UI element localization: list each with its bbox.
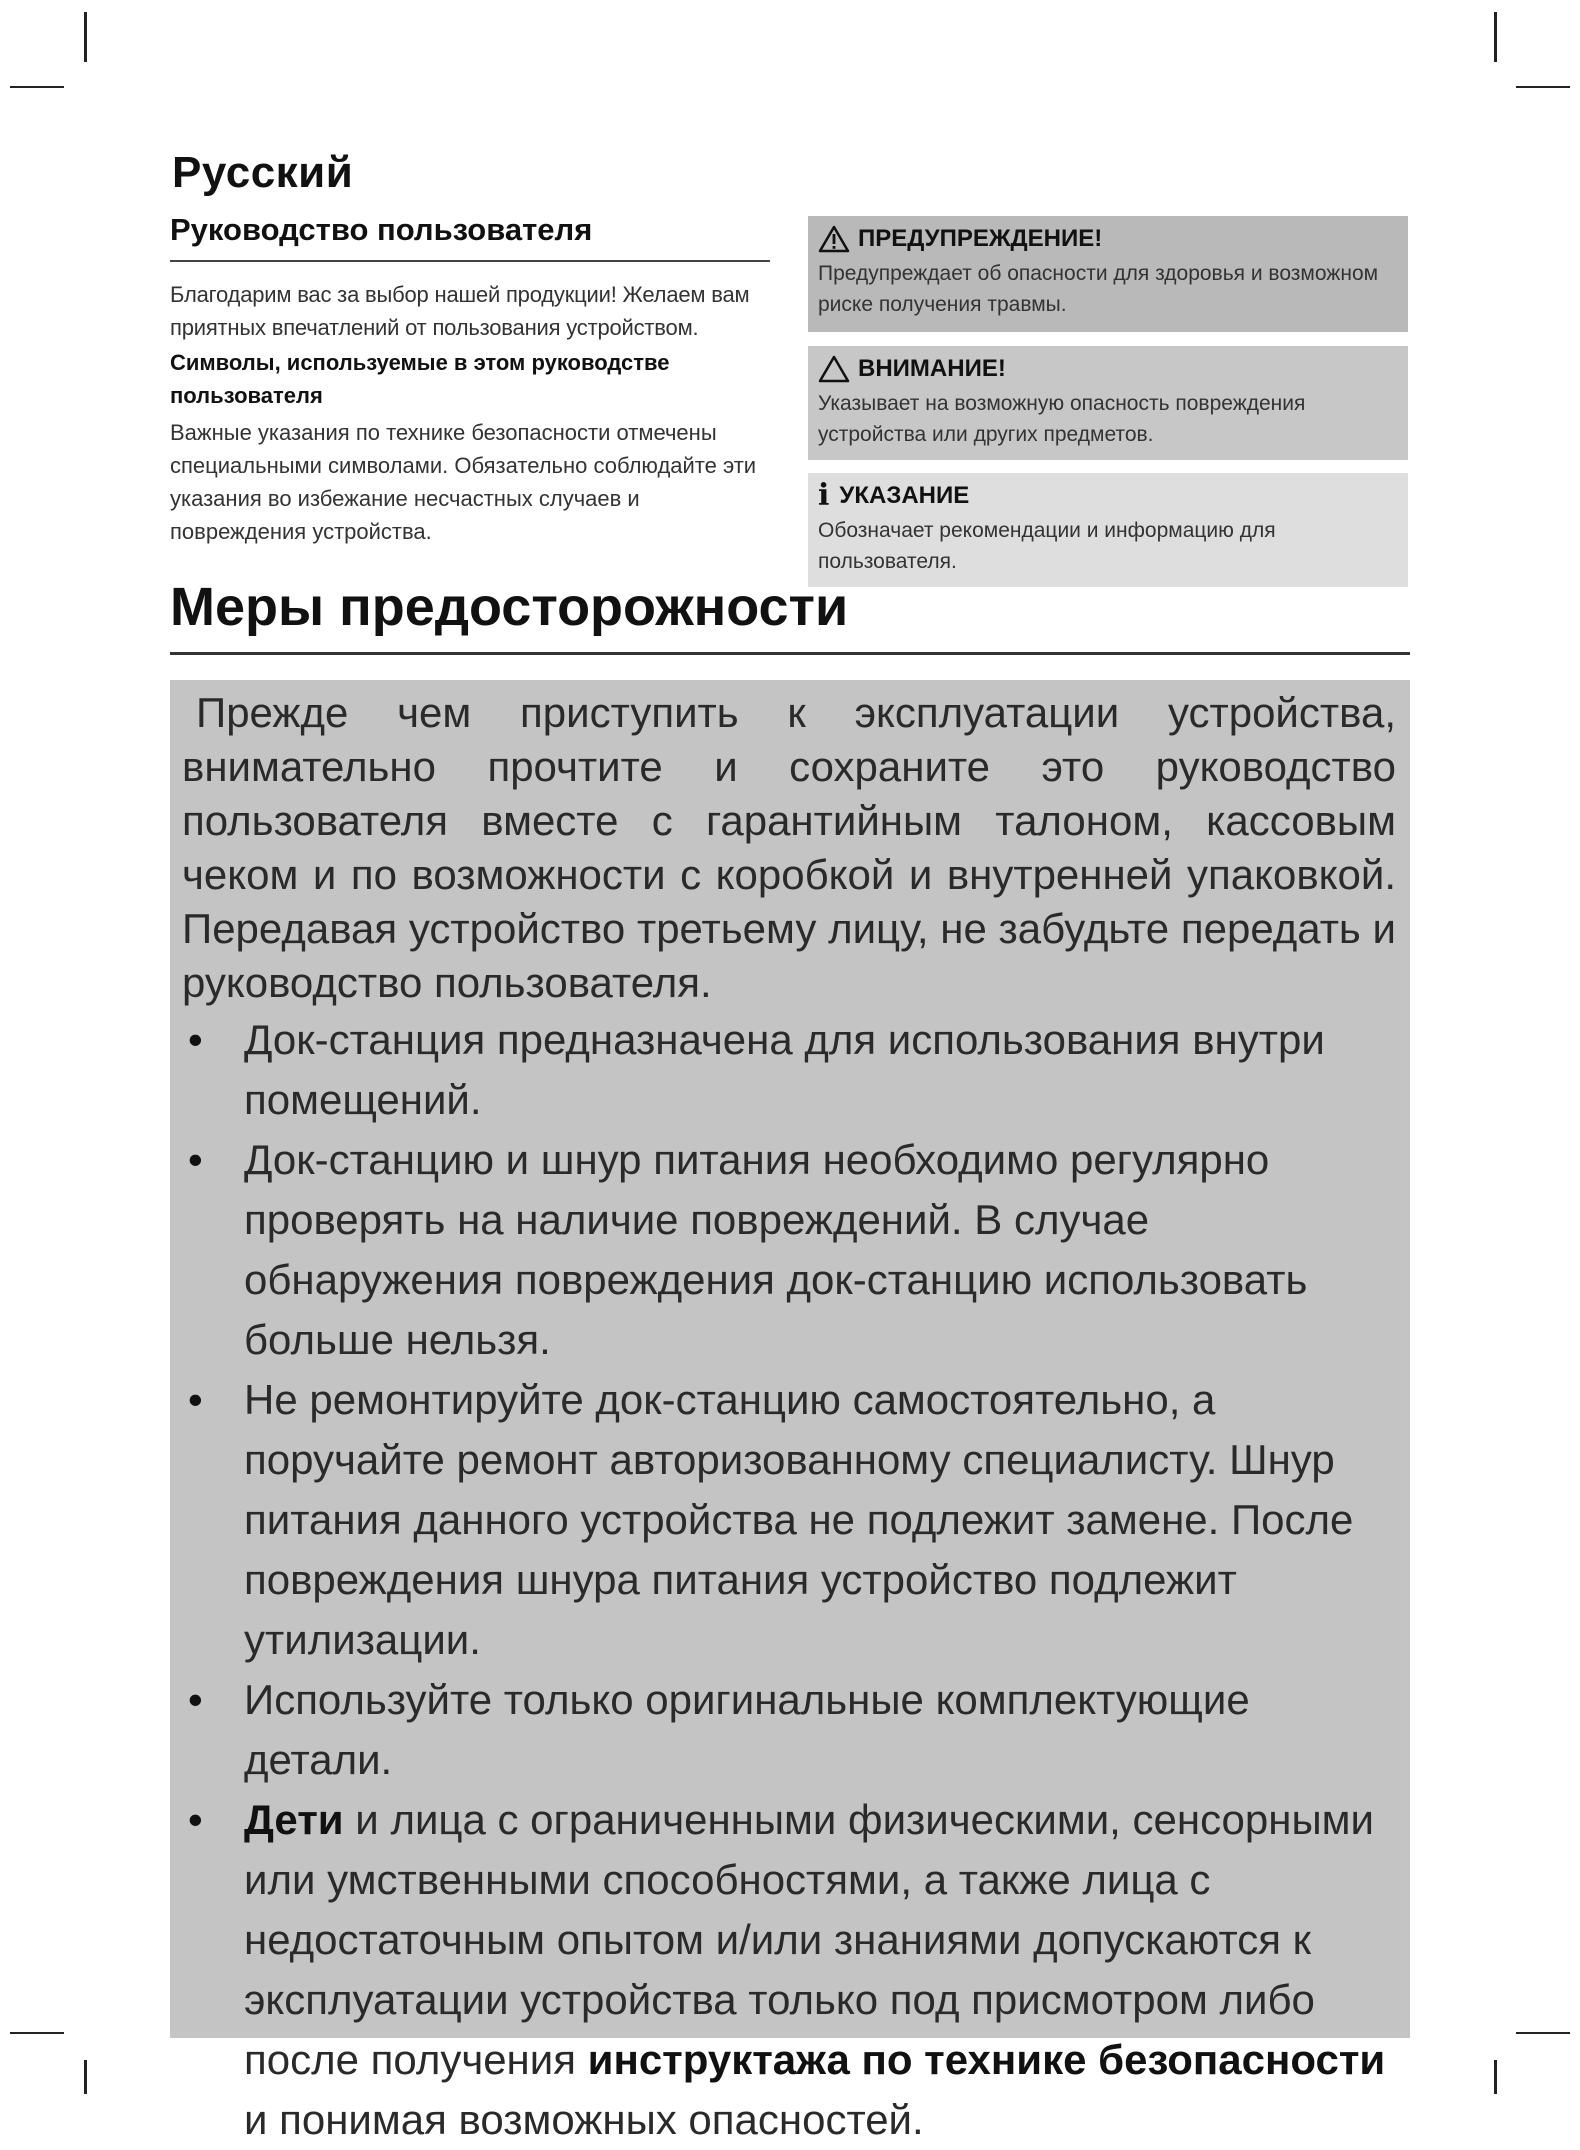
bullet-icon: • — [188, 1136, 203, 1183]
bullet-text-end: и понимая возможных опасностей. — [244, 2096, 924, 2143]
bullet-text: Док-станцию и шнур питания необходимо регулярно проверять на наличие повреждений. В случае обнаружения повреждения док-станцию использовать больше нельзя. — [244, 1136, 1308, 1363]
bullet-text: Док-станция предназначена для использования внутри помещений. — [244, 1016, 1325, 1123]
list-item — [182, 1130, 1396, 1370]
caution-title: ВНИМАНИЕ! — [858, 355, 1006, 382]
manual-intro: Благодарим вас за выбор нашей продукции! Желаем вам приятных впечатлений от пользования устройством. — [170, 282, 750, 340]
manual-section — [170, 212, 770, 548]
manual-heading: Руководство пользователя — [170, 212, 770, 262]
info-title: УКАЗАНИЕ — [839, 482, 970, 509]
bullet-icon: • — [188, 1796, 203, 1843]
language-title: Русский — [172, 148, 354, 197]
warning-notice — [808, 216, 1408, 332]
crop-mark — [1516, 86, 1570, 88]
bullet-text: Используйте только оригинальные комплектующие детали. — [244, 1676, 1250, 1783]
crop-mark — [1494, 12, 1497, 62]
caution-triangle-icon — [818, 355, 850, 383]
symbols-text: Важные указания по технике безопасности отмечены специальными символами. Обязательно соблюдайте эти указания во избежание несчастных случаев и повреждения устройства. — [170, 420, 757, 544]
caution-text: Указывает на возможную опасность повреждения устройства или других предметов. — [818, 392, 1306, 446]
list-item — [182, 1790, 1396, 2150]
list-item — [182, 1370, 1396, 1670]
bullet-bold-middle: инструктажа по технике безопасности — [587, 2036, 1386, 2083]
crop-mark — [84, 12, 87, 62]
safety-bullets — [182, 1010, 1396, 2150]
warning-title: ПРЕДУПРЕЖДЕНИЕ! — [858, 225, 1103, 252]
list-item — [182, 1010, 1396, 1130]
warning-triangle-icon — [818, 225, 850, 253]
info-icon: i — [818, 478, 830, 513]
safety-intro: Прежде чем приступить к эксплуатации устройства, внимательно прочтите и сохраните это руководство пользователя вместе с гарантийным талоном, кассовым чеком и по возможности с коробкой и внутренней упаковкой. Передавая устройство третьему лицу, не забудьте передать и руководство пользователя. — [182, 689, 1396, 1006]
bullet-icon: • — [188, 1376, 203, 1423]
crop-mark — [10, 86, 64, 88]
crop-mark — [10, 2032, 64, 2034]
warning-text: Предупреждает об опасности для здоровья и возможном риске получения травмы. — [818, 262, 1379, 316]
safety-heading: Меры предосторожности — [170, 576, 1410, 655]
safety-box — [170, 680, 1410, 2143]
bullet-text: и лица с ограниченными физическими, сенсорными или умственными способностями, а также лица с недостаточным опытом и/или знаниями допускаются к эксплуатации устройства только под присмотром либо после получения — [244, 1796, 1374, 2083]
bullet-icon: • — [188, 1676, 203, 1723]
list-item — [182, 1670, 1396, 1790]
crop-mark — [1494, 2060, 1497, 2094]
bullet-text: Не ремонтируйте док-станцию самостоятельно, а поручайте ремонт авторизованному специалисту. Шнур питания данного устройства не подлежит замене. После повреждения шнура питания устройство подлежит утилизации. — [244, 1376, 1354, 1663]
info-text: Обозначает рекомендации и информацию для пользователя. — [818, 519, 1276, 573]
crop-mark — [84, 2060, 87, 2094]
info-notice — [808, 473, 1408, 587]
symbols-heading: Символы, используемые в этом руководстве пользователя — [170, 350, 670, 408]
crop-mark — [1516, 2032, 1570, 2034]
bullet-icon: • — [188, 1016, 203, 1063]
bullet-bold-start: Дети — [244, 1796, 344, 1843]
caution-notice — [808, 346, 1408, 460]
